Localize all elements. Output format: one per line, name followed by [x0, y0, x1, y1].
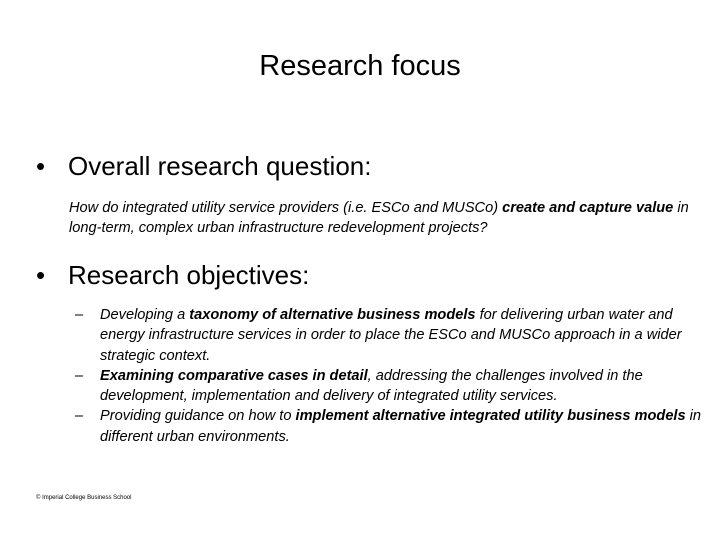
objective-emphasis: taxonomy of alternative business models	[189, 307, 476, 323]
slide-title: Research focus	[259, 50, 461, 82]
bullet-research-question	[36, 151, 371, 182]
copyright-footer: © Imperial College Business School	[36, 495, 132, 501]
bullet-dot: •	[36, 151, 46, 181]
bullet-label: Overall research question:	[68, 151, 372, 181]
dash-marker: –	[75, 367, 84, 384]
objective-text	[100, 406, 705, 447]
objective-emphasis: Examining comparative cases in detail	[100, 367, 368, 384]
bullet-label: Research objectives:	[68, 260, 310, 290]
question-emphasis: create and capture value	[502, 200, 674, 216]
bullet-research-objectives	[36, 260, 309, 291]
objective-text	[100, 305, 705, 366]
objective-emphasis: implement alternative integrated utility business models	[295, 408, 686, 425]
question-part: in long-term, complex urban infrastructure redevelopment projects?	[69, 200, 689, 236]
objective-item	[75, 406, 705, 447]
objective-text	[100, 366, 705, 407]
bullet-dot: •	[36, 260, 46, 290]
question-part: How do integrated utility service providers (i.e. ESCo and MUSCo)	[69, 200, 503, 216]
research-question-text	[69, 198, 709, 238]
objective-pre: Providing guidance on how to	[100, 408, 296, 425]
objective-pre: Developing a	[100, 307, 190, 323]
objective-post: in different urban environments.	[100, 408, 702, 445]
objective-item	[75, 366, 705, 407]
dash-marker: –	[75, 307, 84, 323]
objectives-list	[75, 305, 705, 447]
dash-marker: –	[75, 408, 84, 425]
objective-post: for delivering urban water and energy infrastructure services in order to place the ESCo and MUSCo approach in a wider strategic context.	[100, 307, 682, 364]
objective-item	[75, 305, 705, 366]
objective-post: , addressing the challenges involved in the development, implementation and delivery of integrated utility services.	[100, 367, 643, 405]
